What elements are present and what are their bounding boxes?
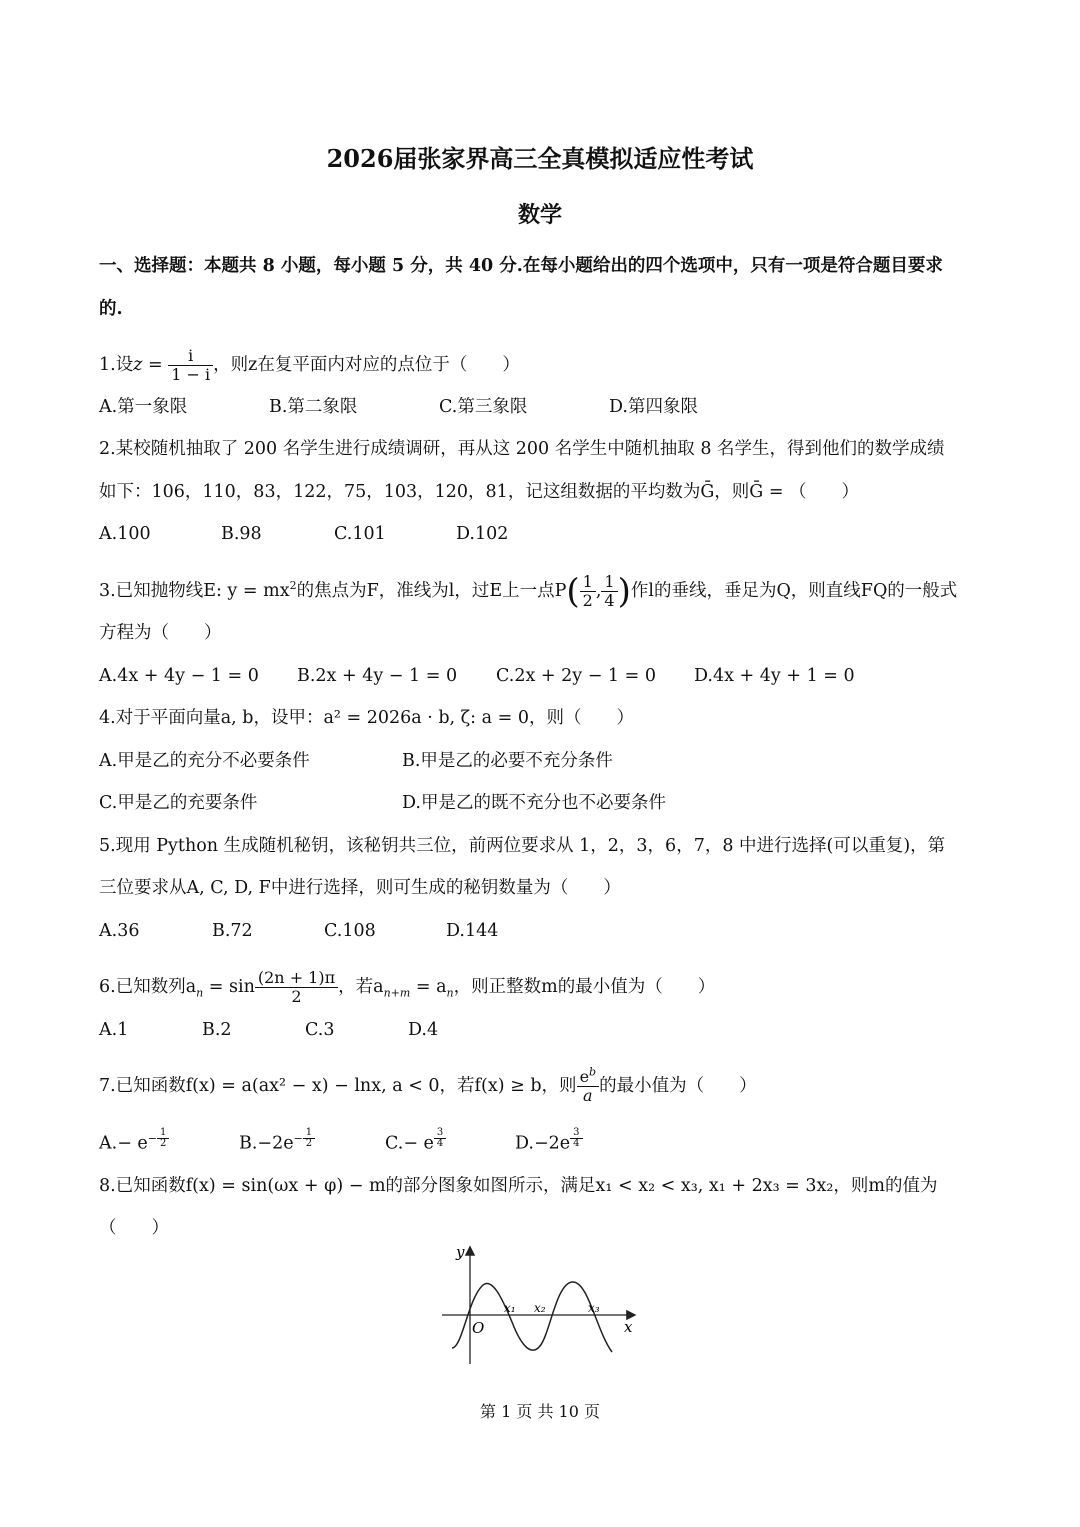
q6-option-d: D.4 <box>408 1020 439 1040</box>
q7-option-a: $A.- e^{- \frac{1}{2}}$ <box>99 1128 169 1155</box>
q1-frac-den: 1 − i <box>168 365 213 384</box>
q6-prefix: 6.已知数列a <box>99 977 197 997</box>
q3-option-c: C.2x + 2y − 1 = 0 <box>496 666 656 686</box>
question-4: 4.对于平面向量a, b，设甲：a² = 2026a · b, ζ: a = 0，则（ ） <box>99 708 634 728</box>
q3-py-num: 1 <box>604 572 615 591</box>
q1-frac-num: i <box>188 346 194 365</box>
q2-option-c: C.101 <box>334 524 386 544</box>
q4-option-d: D.甲是乙的既不充分也不必要条件 <box>402 793 666 813</box>
x3-label: x₃ <box>588 1301 600 1315</box>
q3-option-b: B.2x + 4y − 1 = 0 <box>297 666 458 686</box>
q4-option-b: B.甲是乙的必要不充分条件 <box>402 751 613 771</box>
x1-label: x₁ <box>504 1301 516 1315</box>
q1-option-a: A.第一象限 <box>99 397 188 417</box>
section-heading: 一、选择题：本题共 8 小题，每小题 5 分，共 40 分.在每小题给出的四个选项中，只有一项是符合题目要求 <box>99 256 943 276</box>
sine-curve <box>452 1282 612 1352</box>
q6-frac-den: 2 <box>255 987 338 1006</box>
q7-frac-num: $e^b$ <box>579 1065 597 1086</box>
q3-option-a: A.4x + 4y − 1 = 0 <box>99 666 259 686</box>
q2-option-b: B.98 <box>221 524 262 544</box>
q3-part-a: 3.已知抛物线E: y = mx <box>99 581 290 601</box>
q1-option-d: D.第四象限 <box>609 397 698 417</box>
question-3: 3.已知抛物线E: $y = mx^2$的焦点为F，准线为l，过E上一点P( $\frac{1}{2}$ , $\frac{1}{4}$ )作l的垂线，垂足为Q，则直线FQ的一般式 <box>99 571 958 612</box>
q3-px-den: 2 <box>580 591 596 610</box>
q5-option-b: B.72 <box>212 921 253 941</box>
question-8: 8.已知函数f(x) = sin(ωx + φ) − m的部分图象如图所示，满足x₁ < x₂ < x₃, x₁ + 2x₃ = 3x₂，则m的值为 <box>99 1176 938 1196</box>
q7-prefix: 7.已知函数f(x) = a(ax² − x) − lnx, a < 0，若f(x) ≥ b，则 <box>99 1076 577 1096</box>
question-8-cont: （ ） <box>99 1218 169 1238</box>
q5-option-a: A.36 <box>99 921 140 941</box>
q1-fraction <box>168 347 213 384</box>
x2-label: x₂ <box>534 1301 546 1315</box>
q8-sine-graph <box>436 1240 646 1370</box>
q3-part-c: 作l的垂线，垂足为Q，则直线FQ的一般式 <box>630 581 958 601</box>
q7-frac-den: a <box>577 1086 600 1105</box>
q7-option-c: C.− e $^{\frac{3}{4}}$ <box>385 1128 446 1155</box>
q6-frac-num: (2n + 1)π <box>257 968 336 987</box>
q7-option-b: $B.-2e^{- \frac{1}{2}}$ <box>239 1128 315 1155</box>
q3-option-d: D.4x + 4y + 1 = 0 <box>694 666 855 686</box>
q3-py-den: 4 <box>601 591 617 610</box>
question-5: 5.现用 Python 生成随机秘钥，该秘钥共三位，前两位要求从 1，2，3，6，7，8 中进行选择(可以重复)，第 <box>99 836 946 856</box>
question-3-cont: 方程为（ ） <box>99 623 222 643</box>
q3-px <box>580 573 596 610</box>
q3-py <box>601 573 617 610</box>
q4-option-c: C.甲是乙的充要条件 <box>99 793 258 813</box>
page-footer: 第 1 页 共 10 页 <box>480 1402 600 1421</box>
q6-option-c: C.3 <box>305 1020 335 1040</box>
q7-suffix: 的最小值为（ ） <box>599 1076 757 1096</box>
q3-part-b: 的焦点为F，准线为l，过E上一点P <box>296 581 567 601</box>
q6-option-b: B.2 <box>202 1020 232 1040</box>
q6-suffix: ，若a <box>338 977 384 997</box>
question-6: 6.已知数列$a_n = \sin$ $\frac{(2n + 1)\pi}{2}$ ，若$a_{n+m} = a_n$，则正整数m的最小值为（ ） <box>99 968 716 1006</box>
q1-prefix: 1.设 <box>99 355 134 375</box>
q6-suffix2: = a <box>410 977 447 997</box>
q6-fraction <box>255 969 338 1006</box>
question-5-cont: 三位要求从A, C, D, F中进行选择，则可生成的秘钥数量为（ ） <box>99 878 621 898</box>
q6-option-a: A.1 <box>99 1020 129 1040</box>
question-2-cont: 如下：106，110，83，122，75，103，120，81，记这组数据的平均数为Ḡ，则Ḡ = （ ） <box>99 482 860 502</box>
q5-option-d: D.144 <box>446 921 499 941</box>
q6-suffix3: ，则正整数m的最小值为（ ） <box>453 977 716 997</box>
q5-option-c: C.108 <box>324 921 376 941</box>
q4-option-a: A.甲是乙的充分不必要条件 <box>99 751 310 771</box>
q1-option-c: C.第三象限 <box>439 397 528 417</box>
q7-fraction <box>577 1065 600 1105</box>
q1-suffix: ，则z在复平面内对应的点位于（ ） <box>213 355 520 375</box>
question-1: 1.设z = $\frac{i}{1 - i}$ ，则z在复平面内对应的点位于（ ） <box>99 346 520 384</box>
x-axis-label: x <box>624 1318 633 1336</box>
exam-title: 2026届张家界高三全真模拟适应性考试 <box>326 144 754 173</box>
q7-option-d: D.−2e $^{\frac{3}{4}}$ <box>515 1128 583 1155</box>
section-heading-cont: 的. <box>99 299 123 319</box>
question-2: 2.某校随机抽取了 200 名学生进行成绩调研，再从这 200 名学生中随机抽取 8 名学生，得到他们的数学成绩 <box>99 439 945 459</box>
q2-option-d: D.102 <box>456 524 509 544</box>
q2-option-a: A.100 <box>99 524 151 544</box>
q1-option-b: B.第二象限 <box>269 397 358 417</box>
q3-px-num: 1 <box>582 572 593 591</box>
question-7 <box>99 1065 757 1105</box>
origin-label: O <box>472 1319 485 1337</box>
y-axis-label: y <box>456 1243 465 1261</box>
subject-title: 数学 <box>517 202 562 228</box>
q6-mid: = sin <box>203 977 255 997</box>
